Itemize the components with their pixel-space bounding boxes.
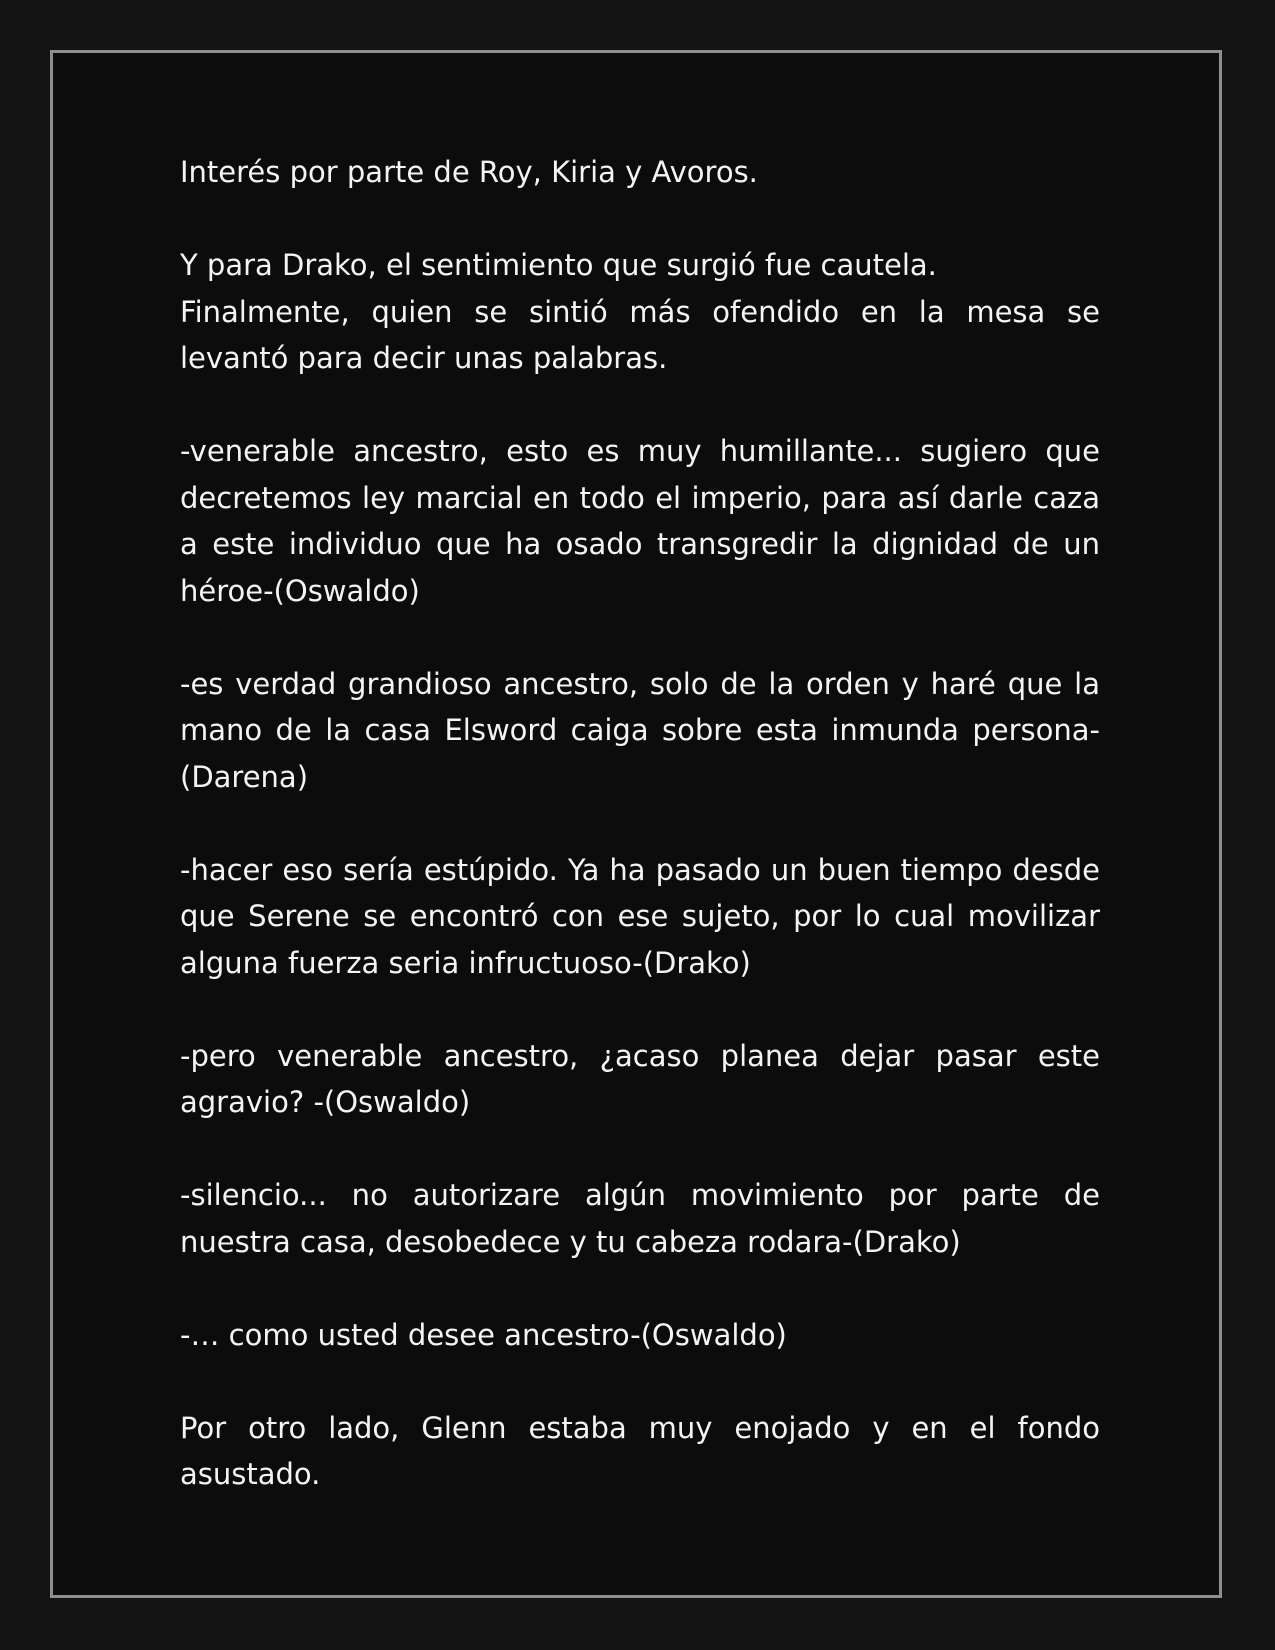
paragraph: Por otro lado, Glenn estaba muy enojado y en el fondo asustado. <box>180 1410 1100 1491</box>
paragraph: Interés por parte de Roy, Kiria y Avoros. <box>180 155 758 189</box>
paragraph: -silencio... no autorizare algún movimiento por parte de nuestra casa, desobedece y tu cabeza rodara-(Drako) <box>180 1178 1100 1259</box>
paragraph: -venerable ancestro, esto es muy humillante... sugiero que decretemos ley marcial en todo el imperio, para así darle caza a este individuo que ha osado transgredir la dignidad de un héroe-(Oswaldo) <box>180 434 1100 608</box>
paragraph: -… como usted desee ancestro-(Oswaldo) <box>180 1317 787 1352</box>
page-frame <box>50 50 1222 1598</box>
paragraph: -es verdad grandioso ancestro, solo de la orden y haré que la mano de la casa Elsword caiga sobre esta inmunda persona-(Darena) <box>180 666 1100 794</box>
paragraph: -hacer eso sería estúpido. Ya ha pasado un buen tiempo desde que Serene se encontró con ese sujeto, por lo cual movilizar alguna fuerza seria infructuoso-(Drako) <box>180 852 1100 980</box>
text-body <box>180 149 1100 1498</box>
paragraph: Finalmente, quien se sintió más ofendido en la mesa se levantó para decir unas palabras. <box>180 294 1100 375</box>
paragraph: -pero venerable ancestro, ¿acaso planea dejar pasar este agravio? -(Oswaldo) <box>180 1038 1100 1119</box>
paragraph: Y para Drako, el sentimiento que surgió fue cautela. <box>180 248 937 282</box>
